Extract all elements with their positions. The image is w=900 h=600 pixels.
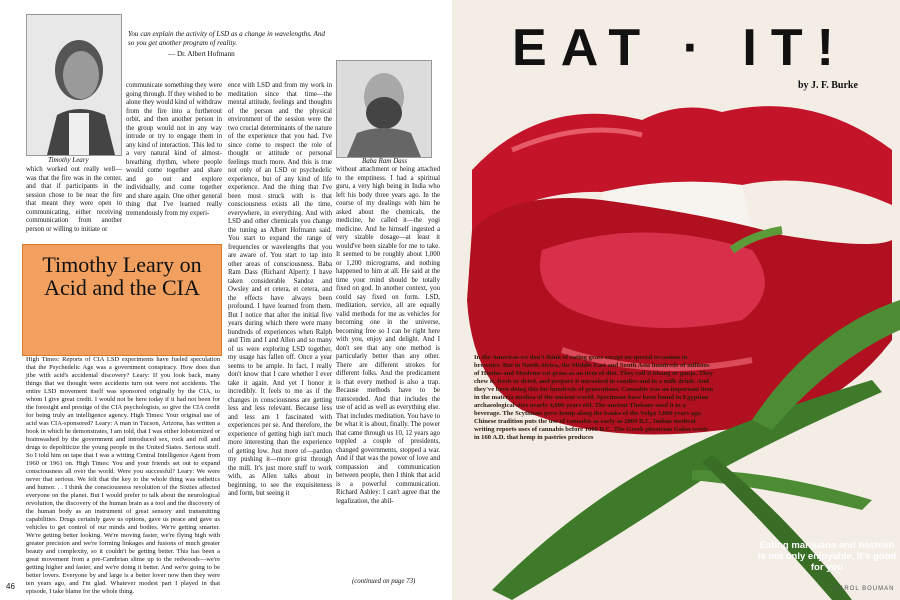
article-column-1: which worked out really well—was that the fire was in the center, and that if participants in the session chose to be near the fire that meant they were open to communicating, either receiving communication from another person or willing to initiate or <box>26 166 122 233</box>
quote-attribution: — Dr. Albert Hofmann <box>168 50 235 58</box>
timothy-leary-photo <box>26 14 122 156</box>
article-column-3: ence with LSD and from my work in meditation since that time—the mental attitude, feelings and thoughts of the person and the physical environment of the session were the two crucial determinants of the nature of the experience that you had. I've since come to respect the role of thought or attitude or personal feelings much more. And this is true not only of an LSD or psychedelic experience, but of any kind of life experience. And the thing that I've been most struck with is that consciousness exists all the time, everywhere, in everything. And with LSD and other chemicals you change the tuning as Albert Hofmann said. You start to expand the range of frequencies or wavelengths that you are aware of. You start to tap into other areas of consciousness. Baba Ram Dass (Richard Alpert): I have taken considerable Sandoz and Owsley and et cetera, et cetera, and the effects have always been profound. I have learned from them. But I notice that after the initial five years during which there were many hundreds of experiences when Ralph and Tim and I and Allen and so many of us were exploring LSD together, my usage has fallen off. Once a year seems to be ample. In fact, I really don't know that I care whether I ever take it again. And yet I honor it incredibly. It feels to me as if the changes in consciousness are getting less and less relevant. Because less and less am I fascinated with experiences per se. And therefore, the experience of getting high isn't much more interesting than the experience of getting low. Just more of—pardon my pushing it—more grist through the mill. It's just more stuff to work with, as Allen talks about in beginning, to see the exquisiteness and form, but seeing it <box>228 82 332 497</box>
right-page <box>452 0 900 600</box>
byline: by J. F. Burke <box>798 80 858 91</box>
sidebar-text: High Times: Reports of CIA LSD experiments have fueled speculation that the Psychedelic Age was a government conspiracy. How does that jibe with acid's accidental discovery? Leary: If you look back, many things that we thought were accidents turn out were not accidents. The entire LSD movement itself was sponsored originally by the CIA, to whom I give great credit. I would not be here today if it had not been for the foresight and prestige of the CIA psychologists, so give the CIA credit for being truly an intelligence agency. High Times: Your original use of acid was CIA-sponsored? Leary: A man in Tucson, Arizona, has written a book in which he demonstrates, I am told, that I was either lobotomized or brainwashed by the government and introduced sex, rock and roll and drugs to depoliticize the young people in the United States. Serious stuff. So I told him on tape that I was a witting Central Intelligence Agent from 1960 or 1961 on. High Times: You and your friends set out to expand consciousness all over the world. Were you successful? Leary: We were never that serious. We felt that the key to the whole thing was esthetics and humor. . . I think the consciousness revolution of the Sixties affected everyone on the planet. But I would prefer to talk about the neurological revolution, the discovery of the human brain as a tool and the discovery of the human body as an instrument of great sensory and transmitting capabilities. Drugs certainly gave us options, gave us peace and gave us vehicles to get control of our minds and bodies. We're getting smarter. We're getting better looking. We're moving faster, we're flying high with greater precision and we're forming linkages and fusions of much greater beauty and complexity, so it couldn't be getting better. This has been a great movement from a pre-Cambrian slime up to the redwoods—we're getting higher and faster, and we're doing it better. And we're going to be better lovers. Everyone by and large is a better lover now then they were ten years ago, and I'm glad. Whatever modest part I played in that episode, I take blame for the whole thing. <box>26 356 220 595</box>
photo-caption: Baba Ram Dass <box>362 157 408 165</box>
pull-quote: Eating marijuana and hashish is not only enjoyable, it's good for you <box>757 540 897 573</box>
page-number: 46 <box>6 582 15 591</box>
portrait-image <box>337 61 431 157</box>
portrait-image <box>27 15 121 155</box>
continued-note: (continued on page 73) <box>352 578 416 585</box>
article-title: EAT · IT! <box>512 19 848 77</box>
quote-text: You can explain the activity of LSD as a change in wavelengths. And so you get another program of reality. <box>128 30 326 47</box>
article-intro-text: In the Americas we don't think of eating grass except on special occasions in brownies. But in North Africa, the Middle East and South Asia hundreds of millions of Hindus and Moslems eat grass as an item of diet. They call it bhang or ganja. They chew it, fresh or dried, and prepare it uncooked in candies and in a milk drink. And they've been doing this for hundreds of generations. Cannabis was an important item in the materia medica of the ancient world. Specimens have been found in Egyptian archaeological sites nearly 4,000 years old. The ancient Thebans used it in a beverage. The Scythians grew hemp along the banks of the Volga 3,000 years ago. Chinese tradition puts the use of cannabis as early as 2000 B.C. Indian medical writing reports uses of cannabis before 1000 B.C. The Greek physician Galen wrote in 160 A.D. that hemp in pastries produces <box>474 354 714 441</box>
article-column-2: communicate something they were going through. If they wished to be alone they would kind of withdraw from the fire into a furtherout orbit, and then another person in the group would not in any way intrude or try to engage them in any kind of interaction. This led to a very natural kind of almost-breathing rhythm, where people would come together and share and go out and explore individually, and come together and share again. One other general thing that I've learned really tremendously from my experi- <box>126 82 222 217</box>
article-column-4: without attachment or being attached to the emptiness. I had a spiritual guru, a very high being in India who left his body three years ago. In the course of my dealings with him he asked about the chemicals, the medicine, he called it—the yogi medicine. And he himself ingested a very sizable dosage—at least it would've been sizable for me to take. It seemed to be roughly about 1,000 or 1,200 micrograms, and nothing happened to him at all. He said at the time your mind should be totally fixed on god. In another context, you could say fixed on form. LSD, meditation, service, all are equally valid methods for me as vehicles for becoming one in the universe, becoming free so I can be right here with you, enjoy and delight. And I don't see that any one method is particularly better than any other. There are different strokes for different folks. And the predicament is that every method is also a trap. Because methods have to be transcended. And that includes the use of acid as well as everything else. That includes meditation. You have to be what it is about, finally. The power that came through us 10, 12 years ago toppled a couple of presidents, changed governments, stopped a war. And if that was the power of love and compassion and communication between people, then I think that acid is a powerful communication. Richard Ashley: I can't agree that the legalization, the abil- <box>336 166 440 505</box>
pull-quote <box>128 30 328 59</box>
sidebar-box <box>22 244 222 356</box>
baba-ram-dass-photo <box>336 60 432 158</box>
photo-caption: Timothy Leary <box>48 156 89 164</box>
sidebar-title: Timothy Leary on Acid and the CIA <box>42 252 202 300</box>
artist-signature: CAROL BOUMAN <box>834 586 895 592</box>
